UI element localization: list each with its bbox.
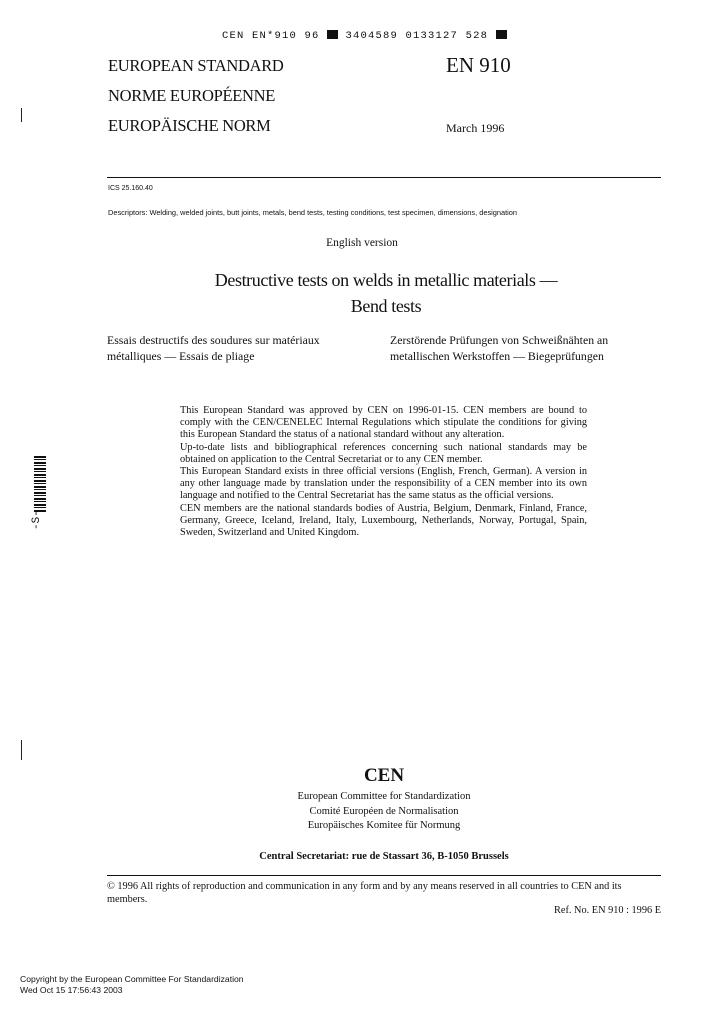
document-code-line bbox=[222, 30, 507, 42]
approval-paragraph: Up-to-date lists and bibliographical references concerning such national standards may be obtained on application to the Central Secretariat or to any CEN member. bbox=[180, 441, 587, 465]
approval-statement bbox=[180, 405, 587, 539]
barcode-graphic bbox=[34, 456, 46, 512]
margin-tick bbox=[21, 108, 22, 122]
reference-number: Ref. No. EN 910 : 1996 E bbox=[554, 905, 661, 916]
central-secretariat-address: Central Secretariat: rue de Stassart 36, B-1050 Brussels bbox=[259, 851, 509, 862]
title-line-2: Bend tests bbox=[350, 296, 422, 316]
cen-logo: CEN bbox=[363, 765, 405, 786]
cen-name-de: Europäisches Komitee für Normung bbox=[307, 820, 461, 831]
approval-paragraph: CEN members are the national standards bodies of Austria, Belgium, Denmark, Finland, France, Germany, Greece, Iceland, Ireland, Italy, Luxembourg, Netherlands, Norway, Portugal, Spain, Sweden, Switzerland and United Kingdom. bbox=[180, 502, 587, 539]
standard-date: March 1996 bbox=[446, 121, 505, 135]
code-line-middle: 3404589 0133127 528 bbox=[345, 30, 489, 42]
footer-copyright: Copyright by the European Committee For Standardization bbox=[20, 974, 244, 984]
french-title: Essais destructifs des soudures sur matériaux métalliques — Essais de pliage bbox=[107, 333, 320, 363]
standard-name-de: EUROPÄISCHE NORM bbox=[108, 116, 271, 135]
approval-paragraph: This European Standard exists in three official versions (English, French, German). A version in any other language made by translation under the responsibility of a CEN member into its own language and notified to the Central Secretariat has the same status as the official versions. bbox=[180, 466, 587, 502]
side-mark: -S- bbox=[31, 510, 43, 530]
title-line-1: Destructive tests on welds in metallic materials — bbox=[214, 270, 558, 290]
header-divider bbox=[107, 177, 661, 178]
cen-name-fr: Comité Européen de Normalisation bbox=[309, 806, 459, 817]
cen-name-en: European Committee for Standardization bbox=[297, 791, 471, 802]
standard-name-en: EUROPEAN STANDARD bbox=[108, 56, 284, 75]
descriptors: Descriptors: Welding, welded joints, butt joints, metals, bend tests, testing conditions, test specimen, dimensions, designation bbox=[108, 208, 518, 217]
footer-timestamp: Wed Oct 15 17:56:43 2003 bbox=[20, 985, 123, 995]
english-version-label: English version bbox=[326, 237, 398, 249]
ics-code: ICS 25.160.40 bbox=[108, 185, 153, 192]
standard-number: EN 910 bbox=[446, 53, 511, 77]
footer-divider bbox=[107, 875, 661, 876]
code-block-mark bbox=[327, 30, 338, 39]
standard-name-fr: NORME EUROPÉENNE bbox=[108, 86, 276, 105]
code-block-mark bbox=[496, 30, 507, 39]
code-line-left: CEN EN*910 96 bbox=[222, 30, 320, 42]
copyright-notice: © 1996 All rights of reproduction and communication in any form and by any means reserved in all countries to CEN and its members. bbox=[107, 881, 622, 905]
margin-tick bbox=[21, 740, 22, 760]
approval-paragraph: This European Standard was approved by CEN on 1996-01-15. CEN members are bound to comply with the CEN/CENELEC Internal Regulations which stipulate the conditions for giving this European Standard the status of a national standard without any alteration. bbox=[180, 405, 587, 441]
german-title: Zerstörende Prüfungen von Schweißnähten an metallischen Werkstoffen — Biegeprüfungen bbox=[390, 333, 609, 363]
